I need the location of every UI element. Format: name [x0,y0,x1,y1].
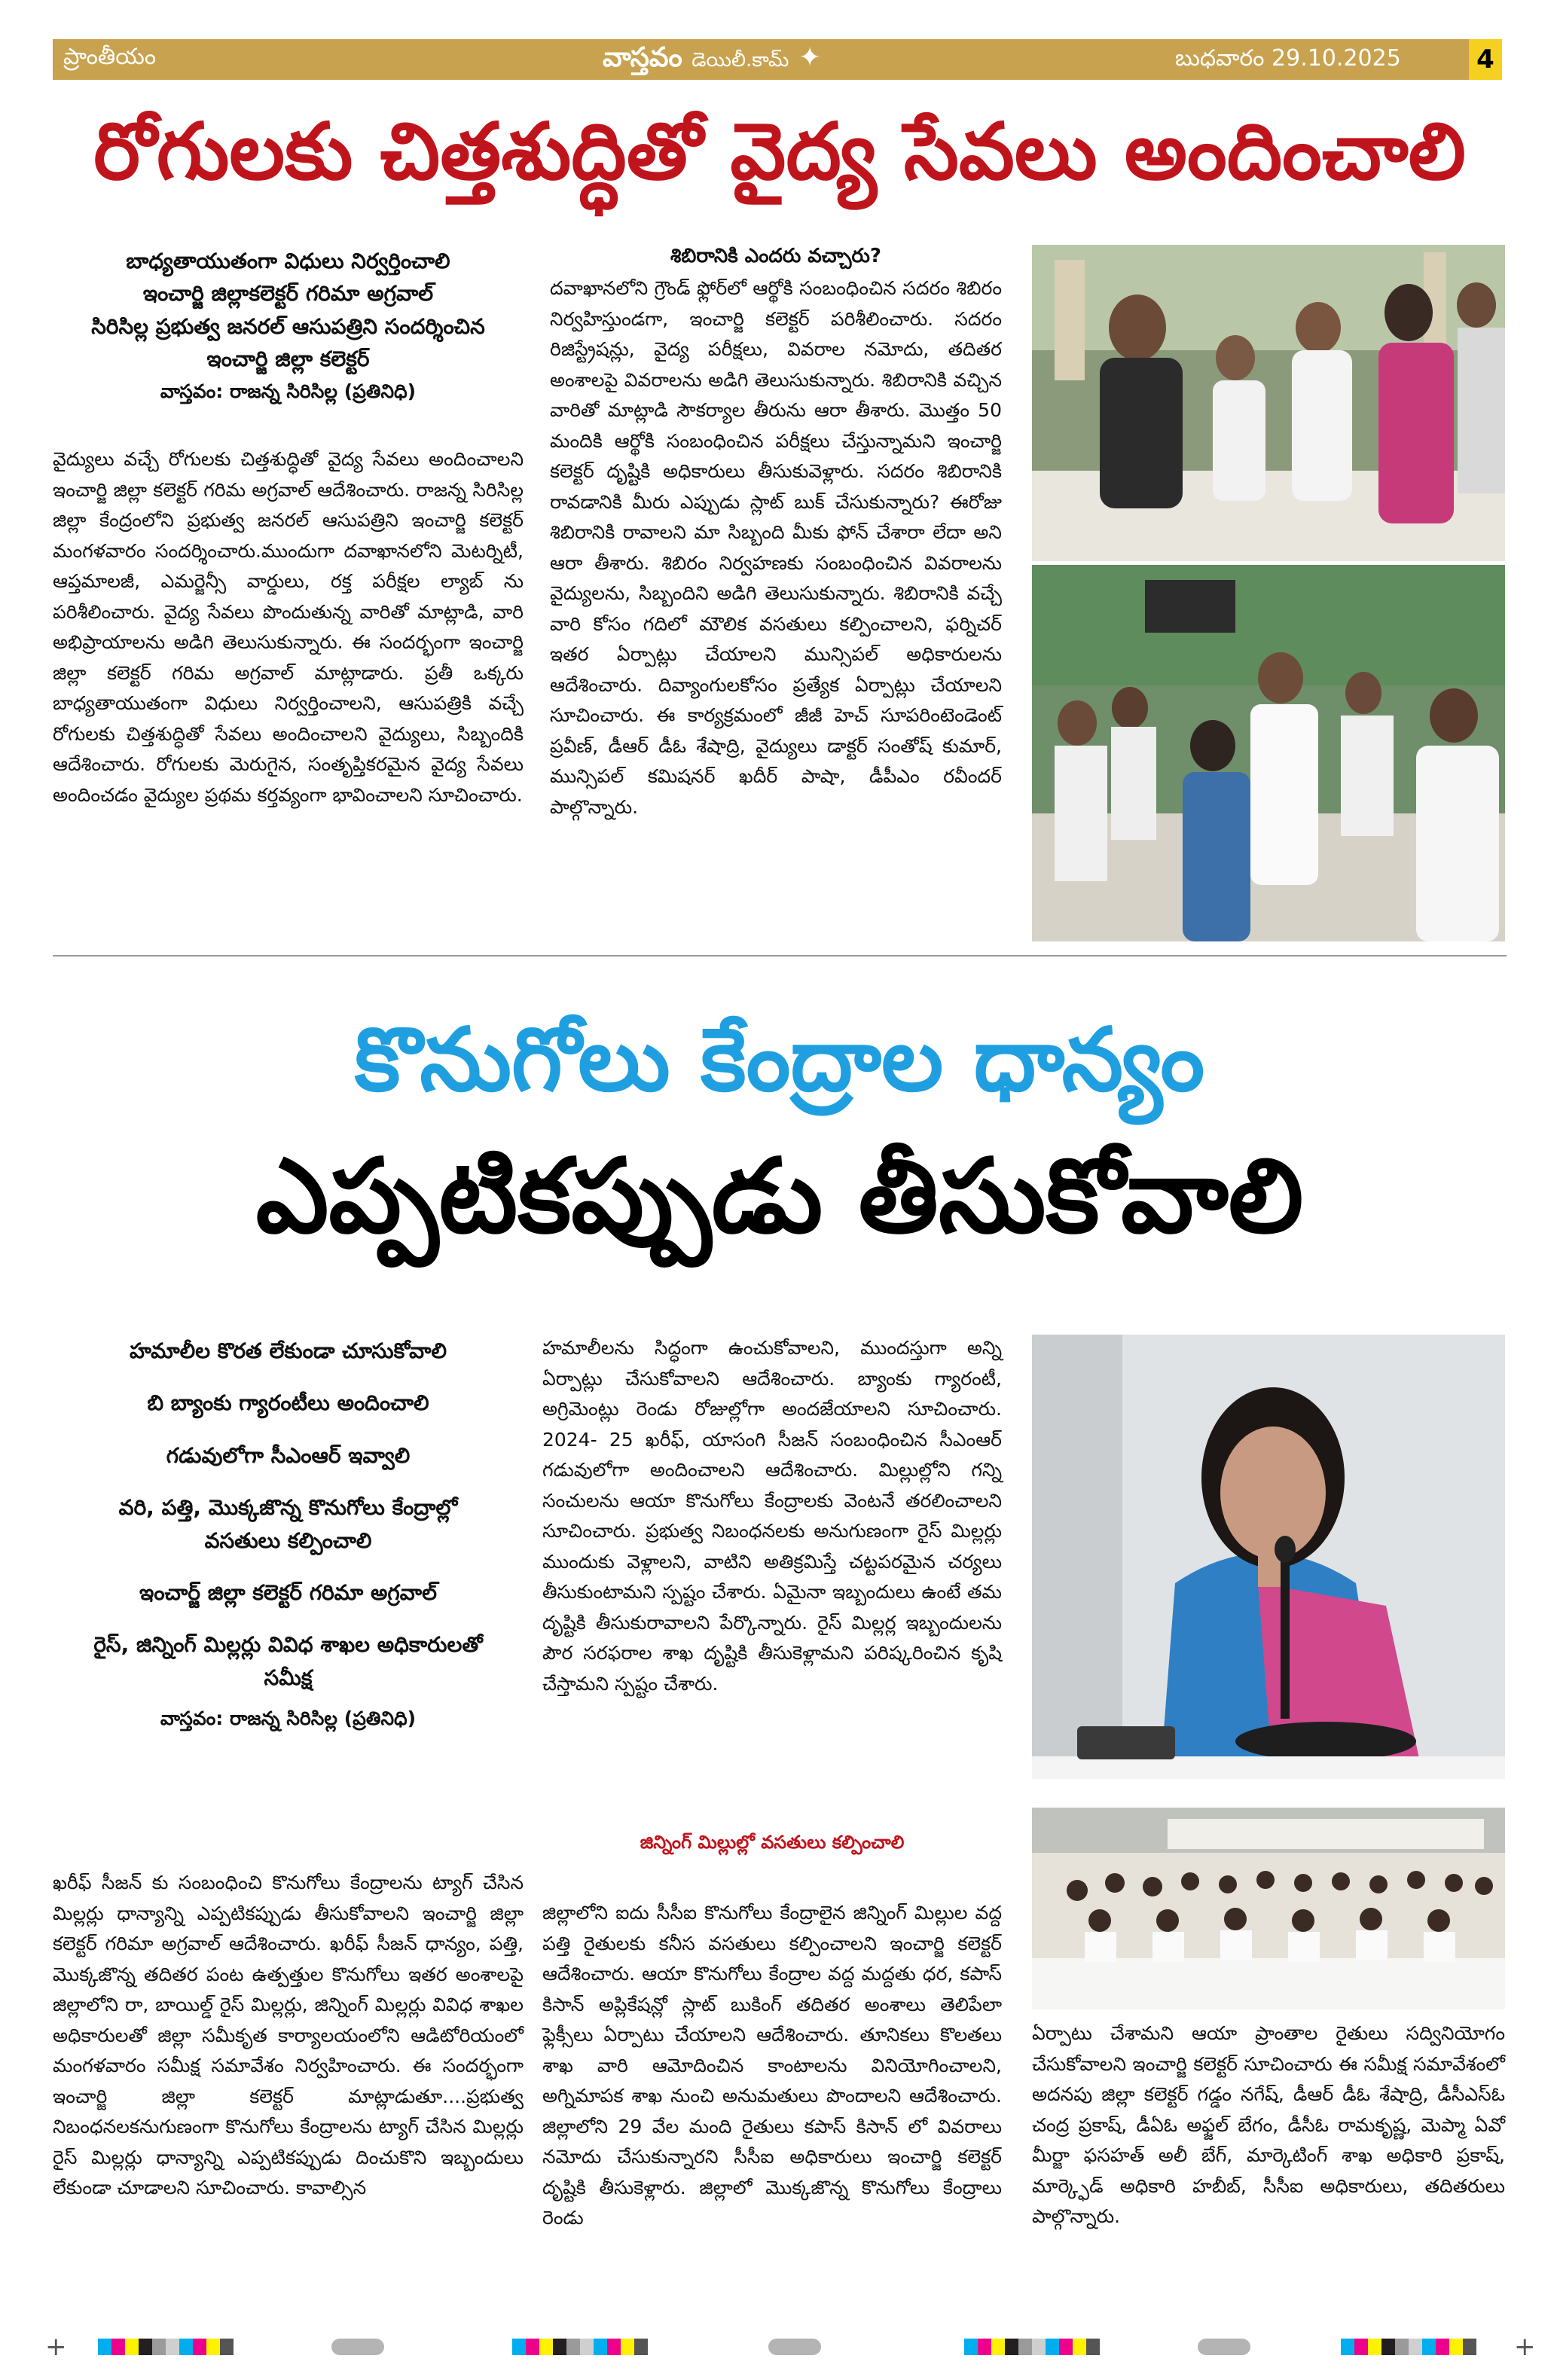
color-bar [1341,2339,1476,2355]
article2-col1-text: ఖరీఫ్ సీజన్ కు సంబంధించి కొనుగోలు కేంద్రాలను ట్యాగ్ చేసిన మిల్లర్లు ధాన్యాన్ని ఎప్పటికప్పుడు తీసుకోవాలని ఇంచార్జి జిల్లా కలెక్టర్ గరిమా అగ్రవాల్ ఆదేశించారు. ఖరీఫ్ సీజన్ ధాన్యం, పత్తి, మొక్కజొన్న తదితర పంట ఉత్పత్తుల కొనుగోలు ఇతర అంశాలపై జిల్లాలోని రా, బాయిల్డ్ రైస్ మిల్లర్లు, జిన్నింగ్ మిల్లర్లు వివిధ శాఖల అధికారులతో జిల్లా సమీకృత కార్యాలయంలోని ఆడిటోరియంలో మంగళవారం సమీక్ష సమావేశం నిర్వహించారు. ఈ సందర్భంగా ఇంచార్జి జిల్లా కలెక్టర్ మాట్లాడుతూ....ప్రభుత్వ నిబంధనలకనుగుణంగా కొనుగోలు కేంద్రాలను ట్యాగ్ చేసిన మిల్లర్లు రైస్ మిల్లర్లు ధాన్యాన్ని ఎప్పటికప్పుడు దించుకొని ఇబ్బందులు లేకుండా చూడాలని సూచించారు. కావాల్సిన [53,1872,524,2198]
highlight-line: ఇంచార్జ్ జిల్లా కలెక్టర్ గరిమా అగ్రవాల్ [139,1579,437,1605]
article2-col2b-text: జిల్లాలోని ఐదు సీసీఐ కొనుగోలు కేంద్రాలైన జిన్నింగ్ మిల్లుల వద్ద పత్తి రైతులకు కనీస వసతులు కల్పించాలని ఇంచార్జి కలెక్టర్ ఆదేశించారు. ఆయా కొనుగోలు కేంద్రాల వద్ద మద్దతు ధర, కపాస్ కిసాన్ అప్లికేషన్లో స్లాట్ బుకింగ్ తదితర అంశాలు తెలిపేలా ఫ్లెక్సీలు ఏర్పాటు చేయాలని ఆదేశించారు. తూనికలు కొలతలు శాఖ వారి ఆమోదించిన కాంటాలను వినియోగించాలని, అగ్నిమాపక శాఖ నుంచి అనుమతులు పొందాలని ఆదేశించారు. జిల్లాలోని 29 వేల మంది రైతులు కపాస్ కిసాన్ లో వివరాలు నమోదు చేసుకున్నారని సీసీఐ అధికారులు ఇంచార్జి కలెక్టర్ దృష్టికి తీసుకెళ్లారు. జిల్లాలో మొక్కజొన్న కొనుగోలు కేంద్రాలు రెండు [542,1902,1002,2229]
highlight-line: హమాలీల కొరత లేకుండా చూసుకోవాలి [130,1338,447,1363]
crop-mark-icon: + [45,2332,67,2362]
ward-visit-photo [1032,565,1505,941]
highlight-line: రైస్, జిన్నింగ్ మిల్లర్లు వివిధ శాఖల అధికారులతో [93,1632,483,1658]
article1-col2-subhead: శిబిరానికి ఎందరు వచ్చారు? [670,245,881,267]
section-divider [53,955,1507,957]
article1-headline: రోగులకు చిత్తశుద్ధితో వైద్య సేవలు అందించాలి [93,105,1466,197]
registration-pill [1198,2339,1250,2355]
color-bar [964,2339,1100,2355]
collector-portrait-photo [1032,1335,1505,1779]
highlight-line: బి బ్యాంకు గ్యారంటీలు అందించాలి [147,1390,429,1416]
registration-pill [768,2339,821,2355]
article2-col2-subhead: జిన్నింగ్ మిల్లుల్లో వసతులు కల్పించాలి [640,1832,905,1853]
article1-highlights [53,245,524,407]
highlight-line: వరి, పత్తి, మొక్కజొన్న కొనుగోలు కేంద్రాల్లో [118,1495,458,1521]
hospital-visit-photo [1032,245,1505,561]
article2-column2b [542,1898,1002,2234]
crop-mark-icon: + [1514,2332,1536,2362]
issue-date: బుధవారం 29.10.2025 [1175,45,1401,72]
article1-col1-text: వైద్యులు వచ్చే రోగులకు చిత్తశుద్ధితో వైద్య సేవలు అందించాలని ఇంచార్జి జిల్లా కలెక్టర్ గరిమ అగ్రవాల్ ఆదేశించారు. రాజన్న సిరిసిల్ల జిల్లా కేంద్రంలోని ప్రభుత్వ జనరల్ ఆసుపత్రిని ఇంచార్జి కలెక్టర్ మంగళవారం సందర్శించారు.ముందుగా దవాఖానలోని మెటర్నిటీ, ఆప్తమాలజీ, ఎమర్జెన్సీ వార్డులు, రక్త పరీక్షల ల్యాబ్ ను పరిశీలించారు. వైద్య సేవలు పొందుతున్న వారితో మాట్లాడి, వారి అభిప్రాయాలను అడిగి తెలుసుకున్నారు. ఈ సందర్భంగా ఇంచార్జి జిల్లా కలెక్టర్ గరిమ అగ్రవాల్ మాట్లాడారు. ప్రతీ ఒక్కరు బాధ్యతాయుతంగా విధులు నిర్వర్తించాలని, ఆసుపత్రికి వచ్చే రోగులకు చిత్తశుద్ధితో సేవలు అందించాలని వైద్యులు, సిబ్బందికి ఆదేశించారు. రోగులకు మెరుగైన, సంతృప్తికరమైన వైద్య సేవలు అందించడం వైద్యుల ప్రథమ కర్తవ్యంగా భావించాలని సూచించారు. [53,448,524,806]
article1-col2-text: దవాఖానలోని గ్రౌండ్ ఫ్లోర్‌లో ఆర్థోకి సంబంధించిన సదరం శిబిరం నిర్వహిస్తుండగా, ఇంచార్జి కలెక్టర్ పరిశీలించారు. సదరం రిజిస్ట్రేషన్లు, వైద్య పరీక్షలు, వివరాల నమోదు, తదితర అంశాలపై వివరాలను అడిగి తెలుసుకున్నారు. శిబిరానికి వచ్చిన వారితో మాట్లాడి సౌకర్యాల తీరును ఆరా తీశారు. మొత్తం 50 మందికి ఆర్థోకి సంబంధించిన పరీక్షలు చేస్తున్నామని ఇంచార్జి కలెక్టర్ దృష్టికి అధికారులు తీసుకువెళ్లారు. సదరం శిబిరానికి రావడానికి మీరు ఎప్పుడు స్లాట్ బుక్ చేసుకున్నారు? ఈరోజు శిబిరానికి రావాలని మా సిబ్బంది మీకు ఫోన్ చేశారా లేదా అని ఆరా తీశారు. శిబిరం నిర్వహణకు సంబంధించిన వివరాలను వైద్యులను, సిబ్బందిని అడిగి తెలుసుకున్నారు. శిబిరానికి వచ్చే వారి కోసం గదిలో మౌలిక వసతులు కల్పించాలని, ఫర్నిచర్ ఇతర ఏర్పాట్లు చేయాలని మున్సిపల్ అధికారులను ఆదేశించారు. దివ్యాంగులకోసం ప్రత్యేక ఏర్పాట్లు చేయాలని సూచించారు. ఈ కార్యక్రమంలో జీజీ హెచ్ సూపరింటెండెంట్ ప్రవీణ్, డీఆర్ డీఓ శేషాద్రి, వైద్యులు డాక్టర్ సంతోష్ కుమార్, మున్సిపల్ కమిషనర్ ఖదీర్ పాషా, డీపీఎం రవీందర్ పాల్గొన్నారు. [550,277,1002,818]
article2-col2-text: హమాలీలను సిద్ధంగా ఉంచుకోవాలని, ముందస్తుగా అన్ని ఏర్పాట్లు చేసుకోవాలని ఆదేశించారు. బ్యాంకు గ్యారంటీ, అగ్రిమెంట్లు రెండు రోజుల్లోగా అందజేయాలని సూచించారు. 2024- 25 ఖరీఫ్, యాసంగి సీజన్ సంబంధించిన సీఎంఆర్ గడువులోగా అందించాలని ఆదేశించారు. మిల్లుల్లోని గన్ని సంచులను ఆయా కొనుగోలు కేంద్రాలకు వెంటనే తరలించాలని సూచించారు. ప్రభుత్వ నిబంధనలకు అనుగుణంగా రైస్ మిల్లర్లు ముందుకు వెళ్లాలని, వాటిని అతిక్రమిస్తే చట్టపరమైన చర్యలు తీసుకుంటామని స్పష్టం చేశారు. ఏమైనా ఇబ్బందులు ఉంటే తమ దృష్టికి తీసుకురావాలని పేర్కొన్నారు. రైస్ మిల్లర్ల ఇబ్బందులను పౌర సరఫరాల శాఖ దృష్టికి తీసుకెళ్లామని పరిష్కరించిన కృషి చేస్తామని స్పష్టం చేశారు. [542,1337,1002,1695]
article1-column1 [53,444,524,810]
newspaper-logo [603,42,821,80]
article2-column1 [53,1868,524,2204]
article2-headline-line2: ఎప్పటికప్పుడు తీసుకోవాలి [255,1137,1304,1256]
logo-subtext: డెయిలీ.కామ్ [691,49,789,72]
article1-byline: వాస్తవం: రాజన్న సిరిసిల్ల (ప్రతినిధి) [160,380,417,402]
article2-highlights [53,1335,524,1735]
article2-column2 [542,1333,1002,1699]
highlight-line: గడువులోగా సీఎంఆర్ ఇవ్వాలి [166,1442,411,1468]
article2-headline-line1: కొనుగోలు కేంద్రాల ధాన్యం [354,1009,1205,1111]
section-label: ప్రాంతీయం [63,44,157,70]
highlight-line: ఇంచార్జి జిల్లాకలెక్టర్ గరిమా అగ్రవాల్ [142,281,434,307]
page-number: 4 [1469,39,1502,80]
highlight-line: సిరిసిల్ల ప్రభుత్వ జనరల్ ఆసుపత్రిని సందర్శించిన [91,313,485,339]
color-bar [512,2339,648,2355]
article2-column3 [1032,2018,1505,2232]
registration-pill [331,2339,384,2355]
highlight-line: ఇంచార్జి జిల్లా కలెక్టర్ [206,346,370,372]
color-bar [98,2339,234,2355]
article2-col3-text: ఏర్పాటు చేశామని ఆయా ప్రాంతాల రైతులు సద్వినియోగం చేసుకోవాలని ఇంచార్జి కలెక్టర్ సూచించారు ఈ సమీక్ష సమావేశంలో అదనపు జిల్లా కలెక్టర్ గడ్డం నగేష్, డీఆర్ డీఓ శేషాద్రి, డీసీఎస్ఓ చంద్ర ప్రకాష్, డీఏఓ అఫ్జల్ బేగం, డీసీఓ రామకృష్ణ, మెప్మా ఏవో మీర్జా ఫసహత్ అలీ బేగ్, మార్కెటింగ్ శాఖ అధికారి ప్రకాష్, మార్క్ఫెడ్ అధికారి హబీబ్, సీసీఐ అధికారులు, తదితరులు పాల్గొన్నారు. [1032,2022,1505,2227]
highlight-line: సమీక్ష [264,1664,313,1690]
logo-text: వాస్తవం [603,42,682,73]
highlight-line: వసతులు కల్పించాలి [204,1527,372,1553]
article1-column2 [550,245,1002,822]
bird-icon: ✦ [798,42,822,73]
highlight-line: బాధ్యతాయుతంగా విధులు నిర్వర్తించాలి [126,249,450,273]
article2-byline: వాస్తవం: రాజన్న సిరిసిల్ల (ప్రతినిధి) [160,1707,417,1730]
review-meeting-photo [1032,1808,1505,2009]
